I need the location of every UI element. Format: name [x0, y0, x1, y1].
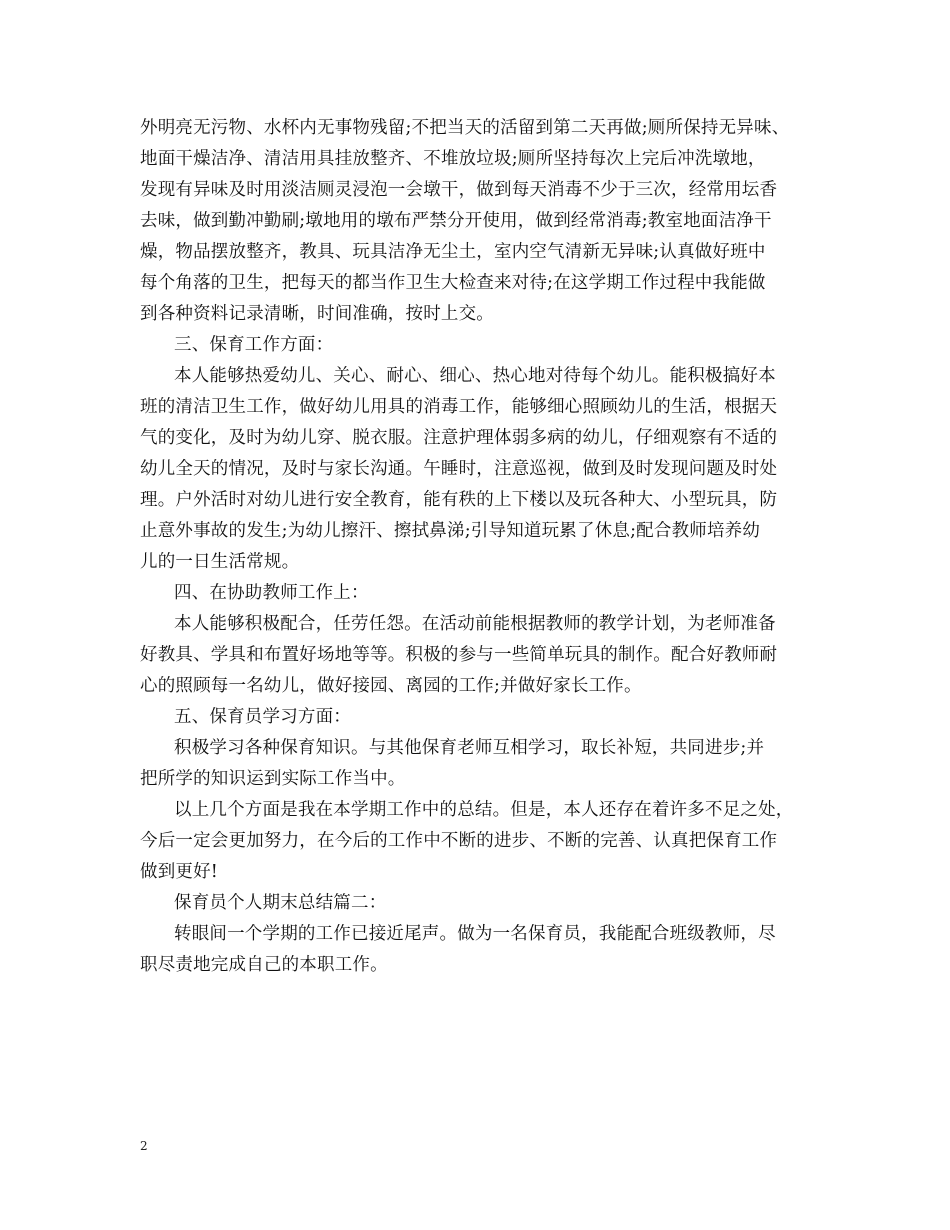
text-line: 本人能够热爱幼儿、关心、耐心、细心、热心地对待每个幼儿。能积极搞好本: [174, 366, 776, 386]
text-line: 气的变化，及时为幼儿穿、脱衣服。注意护理体弱多病的幼儿，仔细观察有不适的: [140, 428, 778, 448]
text-line: 地面干燥洁净、清洁用具挂放整齐、不堆放垃圾;厕所坚持每次上完后冲洗墩地，: [140, 149, 766, 169]
text-line: 外明亮无污物、水杯内无事物残留;不把当天的活留到第二天再做;厕所保持无异味、: [140, 118, 790, 138]
text-line: 保育员个人期末总结篇二：: [174, 893, 387, 913]
text-line: 转眼间一个学期的工作已接近尾声。做为一名保育员，我能配合班级教师，尽: [174, 924, 776, 944]
text-line: 儿的一日生活常规。: [140, 552, 300, 572]
text-line: 好教具、学具和布置好场地等等。积极的参与一些简单玩具的制作。配合好教师耐: [140, 645, 778, 665]
text-line: 五、保育员学习方面：: [174, 707, 351, 727]
text-line: 今后一定会更加努力，在今后的工作中不断的进步、不断的完善、认真把保育工作: [140, 831, 778, 851]
text-line: 心的照顾每一名幼儿，做好接园、离园的工作;并做好家长工作。: [140, 676, 642, 696]
text-line: 班的清洁卫生工作，做好幼儿用具的消毒工作，能够细心照顾幼儿的生活，根据天: [140, 397, 778, 417]
text-line: 去味，做到勤冲勤刷;墩地用的墩布严禁分开使用，做到经常消毒;教室地面洁净干: [140, 211, 772, 231]
text-line: 幼儿全天的情况，及时与家长沟通。午睡时，注意巡视，做到及时发现问题及时处: [140, 459, 778, 479]
text-line: 把所学的知识运到实际工作当中。: [140, 769, 406, 789]
text-line: 职尽责地完成自己的本职工作。: [140, 955, 388, 975]
text-line: 做到更好!: [140, 862, 219, 882]
text-line: 每个角落的卫生，把每天的都当作卫生大检查来对待;在这学期工作过程中我能做: [140, 273, 766, 293]
text-line: 以上几个方面是我在本学期工作中的总结。但是，本人还存在着许多不足之处，: [174, 800, 794, 820]
page-number: 2: [140, 1139, 148, 1153]
text-line: 三、保育工作方面：: [174, 335, 334, 355]
text-line: 理。户外活时对幼儿进行安全教育，能有秩的上下楼以及玩各种大、小型玩具，防: [140, 490, 778, 510]
text-line: 积极学习各种保育知识。与其他保育老师互相学习，取长补短，共同进步;并: [174, 738, 765, 758]
text-line: 四、在协助教师工作上：: [174, 583, 369, 603]
text-line: 止意外事故的发生;为幼儿擦汗、擦拭鼻涕;引导知道玩累了休息;配合教师培养幼: [140, 521, 761, 541]
text-line: 燥，物品摆放整齐，教具、玩具洁净无尘土，室内空气清新无异味;认真做好班中: [140, 242, 766, 262]
text-line: 到各种资料记录清晰，时间准确，按时上交。: [140, 304, 494, 324]
text-line: 本人能够积极配合，任劳任怨。在活动前能根据教师的教学计划，为老师准备: [174, 614, 776, 634]
text-line: 发现有异味及时用淡洁厕灵浸泡一会墩干，做到每天消毒不少于三次，经常用坛香: [140, 180, 778, 200]
page-body-text: [140, 113, 820, 981]
